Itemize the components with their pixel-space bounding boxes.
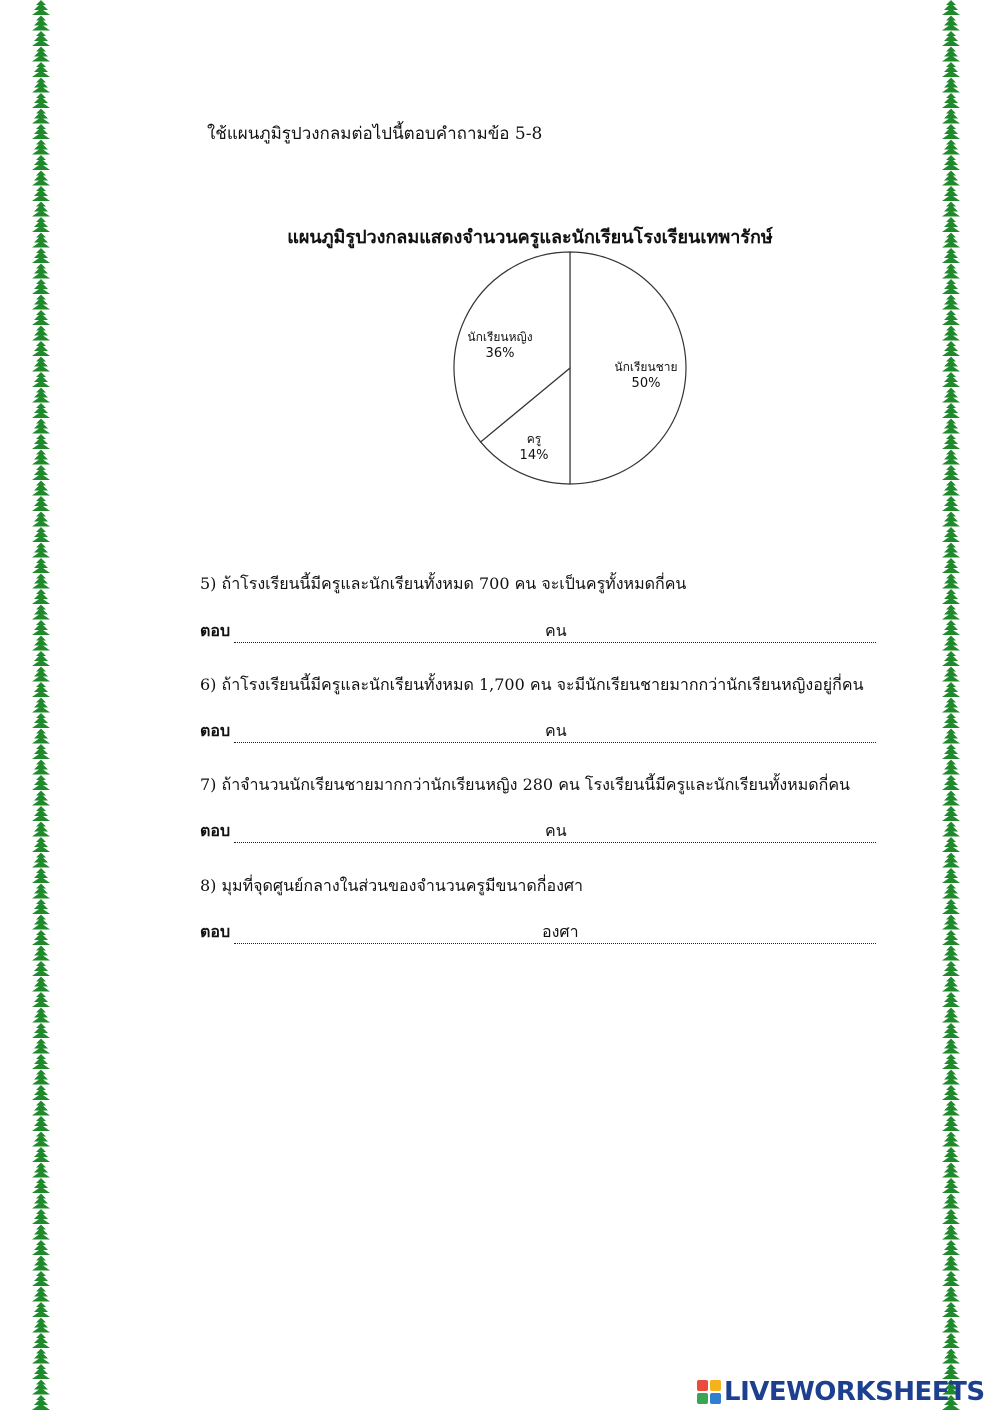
pine-tree-icon <box>32 465 50 480</box>
pine-tree-icon <box>32 1132 50 1147</box>
pine-tree-icon <box>32 589 50 604</box>
pine-tree-icon <box>942 496 960 511</box>
pine-tree-icon <box>942 140 960 155</box>
pine-tree-icon <box>942 651 960 666</box>
pine-tree-icon <box>942 62 960 77</box>
question-6: 6) ถ้าโรงเรียนนี้มีครูและนักเรียนทั้งหมด 1,700 คน จะมีนักเรียนชายมากกว่านักเรียนหญิงอยู่กี่คน <box>200 675 864 694</box>
pine-tree-icon <box>32 1380 50 1395</box>
pine-tree-icon <box>942 1194 960 1209</box>
pine-tree-icon <box>32 450 50 465</box>
pie-slice-value-label: 14% <box>519 448 549 463</box>
pine-tree-icon <box>942 310 960 325</box>
pine-tree-icon <box>32 806 50 821</box>
pine-tree-icon <box>942 341 960 356</box>
question-8: 8) มุมที่จุดศูนย์กลางในส่วนของจำนวนครูมีขนาดกี่องศา <box>200 876 584 895</box>
pine-tree-icon <box>32 946 50 961</box>
pine-tree-icon <box>942 295 960 310</box>
pine-tree-icon <box>942 1008 960 1023</box>
pine-tree-icon <box>32 140 50 155</box>
pine-tree-icon <box>942 1240 960 1255</box>
pine-tree-icon <box>32 558 50 573</box>
answer-input-6[interactable] <box>240 721 534 741</box>
pie-slice-label: ครู <box>526 432 542 446</box>
pine-tree-icon <box>32 992 50 1007</box>
pine-tree-icon <box>32 434 50 449</box>
pine-tree-icon <box>942 217 960 232</box>
pine-tree-icon <box>942 667 960 682</box>
pine-tree-icon <box>942 915 960 930</box>
pine-tree-icon <box>32 310 50 325</box>
pine-tree-icon <box>32 791 50 806</box>
pine-tree-icon <box>32 202 50 217</box>
pine-tree-icon <box>942 1209 960 1224</box>
question-7: 7) ถ้าจำนวนนักเรียนชายมากกว่านักเรียนหญิง 280 คน โรงเรียนนี้มีครูและนักเรียนทั้งหมดกี่คน <box>200 775 850 794</box>
pine-tree-icon <box>942 481 960 496</box>
pine-tree-icon <box>942 574 960 589</box>
pine-tree-icon <box>942 1101 960 1116</box>
answer-row-7 <box>200 822 876 844</box>
pine-tree-icon <box>32 1349 50 1364</box>
pine-tree-icon <box>32 233 50 248</box>
answer-unit: คน <box>545 721 567 740</box>
pine-tree-icon <box>942 605 960 620</box>
pine-tree-icon <box>32 279 50 294</box>
instruction-text: ใช้แผนภูมิรูปวงกลมต่อไปนี้ตอบคำถามข้อ 5-8 <box>207 124 543 144</box>
pine-tree-icon <box>32 1039 50 1054</box>
pine-tree-icon <box>32 171 50 186</box>
pine-tree-icon <box>32 372 50 387</box>
chart-title: แผนภูมิรูปวงกลมแสดงจำนวนครูและนักเรียนโรงเรียนเทพารักษ์ <box>287 227 773 248</box>
pine-tree-icon <box>942 109 960 124</box>
pine-tree-icon <box>942 1085 960 1100</box>
pine-tree-icon <box>942 124 960 139</box>
pine-tree-icon <box>32 16 50 31</box>
pine-tree-icon <box>942 372 960 387</box>
tree-border-left <box>28 0 54 1413</box>
answer-input-8[interactable] <box>240 922 534 942</box>
pine-tree-icon <box>32 31 50 46</box>
pine-tree-icon <box>942 202 960 217</box>
pine-tree-icon <box>32 775 50 790</box>
pine-tree-icon <box>32 1163 50 1178</box>
pie-slice-label: นักเรียนหญิง <box>467 330 533 344</box>
pine-tree-icon <box>32 853 50 868</box>
pine-tree-icon <box>942 1225 960 1240</box>
pine-tree-icon <box>32 1302 50 1317</box>
pine-tree-icon <box>942 729 960 744</box>
pine-tree-icon <box>32 0 50 15</box>
pine-tree-icon <box>942 357 960 372</box>
pine-tree-icon <box>32 1116 50 1131</box>
pine-tree-icon <box>942 930 960 945</box>
answer-row-6 <box>200 722 876 744</box>
answer-input-7[interactable] <box>240 821 534 841</box>
pine-tree-icon <box>32 1085 50 1100</box>
pine-tree-icon <box>32 605 50 620</box>
pine-tree-icon <box>32 1240 50 1255</box>
pine-tree-icon <box>942 868 960 883</box>
pine-tree-icon <box>32 636 50 651</box>
pine-tree-icon <box>942 93 960 108</box>
pine-tree-icon <box>942 512 960 527</box>
pine-tree-icon <box>942 1318 960 1333</box>
answer-label: ตอบ <box>200 721 231 740</box>
pine-tree-icon <box>32 543 50 558</box>
pine-tree-icon <box>942 713 960 728</box>
pine-tree-icon <box>32 1287 50 1302</box>
pine-tree-icon <box>942 636 960 651</box>
pine-tree-icon <box>942 1163 960 1178</box>
pine-tree-icon <box>32 651 50 666</box>
pine-tree-icon <box>32 295 50 310</box>
pine-tree-icon <box>32 248 50 263</box>
pine-tree-icon <box>942 1132 960 1147</box>
pine-tree-icon <box>942 806 960 821</box>
pine-tree-icon <box>32 403 50 418</box>
pine-tree-icon <box>32 1395 50 1410</box>
logo-text: LIVEWORKSHEETS <box>724 1377 985 1407</box>
pine-tree-icon <box>32 729 50 744</box>
pine-tree-icon <box>942 1116 960 1131</box>
pine-tree-icon <box>942 16 960 31</box>
pine-tree-icon <box>32 698 50 713</box>
pine-tree-icon <box>32 682 50 697</box>
pine-tree-icon <box>32 512 50 527</box>
answer-unit: คน <box>545 621 567 640</box>
pine-tree-icon <box>32 1318 50 1333</box>
pine-tree-icon <box>32 93 50 108</box>
answer-label: ตอบ <box>200 922 231 941</box>
pine-tree-icon <box>942 946 960 961</box>
pine-tree-icon <box>32 527 50 542</box>
pine-tree-icon <box>942 760 960 775</box>
pine-tree-icon <box>32 1023 50 1038</box>
pine-tree-icon <box>942 884 960 899</box>
pine-tree-icon <box>32 326 50 341</box>
pine-tree-icon <box>32 744 50 759</box>
pine-tree-icon <box>32 760 50 775</box>
pine-tree-icon <box>942 78 960 93</box>
pine-tree-icon <box>32 713 50 728</box>
logo-mark-icon <box>697 1380 721 1404</box>
pine-tree-icon <box>942 1147 960 1162</box>
answer-unit: คน <box>545 821 567 840</box>
answer-input-5[interactable] <box>240 621 534 641</box>
pine-tree-icon <box>942 47 960 62</box>
pine-tree-icon <box>32 667 50 682</box>
pine-tree-icon <box>32 1364 50 1379</box>
pine-tree-icon <box>32 961 50 976</box>
pine-tree-icon <box>942 698 960 713</box>
pine-tree-icon <box>942 264 960 279</box>
pine-tree-icon <box>32 341 50 356</box>
pine-tree-icon <box>32 357 50 372</box>
pine-tree-icon <box>942 419 960 434</box>
pine-tree-icon <box>32 481 50 496</box>
pine-tree-icon <box>32 1101 50 1116</box>
pine-tree-icon <box>942 1256 960 1271</box>
pine-tree-icon <box>942 977 960 992</box>
pine-tree-icon <box>942 233 960 248</box>
pine-tree-icon <box>942 1039 960 1054</box>
pine-tree-icon <box>942 543 960 558</box>
pie-slice-label: นักเรียนชาย <box>614 360 678 374</box>
pine-tree-icon <box>942 899 960 914</box>
pine-tree-icon <box>942 1271 960 1286</box>
answer-row-5 <box>200 622 876 644</box>
pine-tree-icon <box>32 899 50 914</box>
pine-tree-icon <box>942 171 960 186</box>
pine-tree-icon <box>942 992 960 1007</box>
pine-tree-icon <box>32 155 50 170</box>
pine-tree-icon <box>32 1209 50 1224</box>
pine-tree-icon <box>32 1271 50 1286</box>
pine-tree-icon <box>942 326 960 341</box>
pine-tree-icon <box>942 1333 960 1348</box>
pine-tree-icon <box>942 682 960 697</box>
pine-tree-icon <box>942 961 960 976</box>
pine-tree-icon <box>942 1302 960 1317</box>
question-5: 5) ถ้าโรงเรียนนี้มีครูและนักเรียนทั้งหมด 700 คน จะเป็นครูทั้งหมดกี่คน <box>200 574 687 593</box>
pine-tree-icon <box>32 868 50 883</box>
pine-tree-icon <box>942 822 960 837</box>
answer-row-8 <box>200 923 876 945</box>
pine-tree-icon <box>942 403 960 418</box>
pine-tree-icon <box>32 419 50 434</box>
pine-tree-icon <box>32 496 50 511</box>
answer-label: ตอบ <box>200 621 231 640</box>
pine-tree-icon <box>32 62 50 77</box>
pine-tree-icon <box>942 791 960 806</box>
pine-tree-icon <box>942 0 960 15</box>
logo-square <box>697 1380 708 1391</box>
pine-tree-icon <box>32 822 50 837</box>
pine-tree-icon <box>32 1256 50 1271</box>
pine-tree-icon <box>942 1070 960 1085</box>
pine-tree-icon <box>32 884 50 899</box>
pine-tree-icon <box>942 1054 960 1069</box>
pine-tree-icon <box>942 1287 960 1302</box>
pine-tree-icon <box>32 1178 50 1193</box>
pine-tree-icon <box>942 837 960 852</box>
pine-tree-icon <box>32 837 50 852</box>
pie-chart <box>440 250 700 500</box>
pine-tree-icon <box>942 589 960 604</box>
pine-tree-icon <box>942 388 960 403</box>
logo-square <box>710 1380 721 1391</box>
pine-tree-icon <box>32 915 50 930</box>
pine-tree-icon <box>942 279 960 294</box>
pine-tree-icon <box>32 1194 50 1209</box>
pine-tree-icon <box>32 1225 50 1240</box>
pine-tree-icon <box>32 1008 50 1023</box>
pine-tree-icon <box>942 853 960 868</box>
pine-tree-icon <box>32 109 50 124</box>
pine-tree-icon <box>942 527 960 542</box>
pine-tree-icon <box>32 264 50 279</box>
pie-chart-svg <box>440 250 700 500</box>
pine-tree-icon <box>32 388 50 403</box>
pine-tree-icon <box>942 248 960 263</box>
pine-tree-icon <box>942 744 960 759</box>
pine-tree-icon <box>32 1070 50 1085</box>
pine-tree-icon <box>32 1147 50 1162</box>
liveworksheets-logo <box>697 1377 985 1407</box>
pine-tree-icon <box>942 558 960 573</box>
pine-tree-icon <box>942 434 960 449</box>
pine-tree-icon <box>32 1333 50 1348</box>
pine-tree-icon <box>942 465 960 480</box>
pine-tree-icon <box>942 1178 960 1193</box>
pine-tree-icon <box>942 620 960 635</box>
pine-tree-icon <box>32 977 50 992</box>
pine-tree-icon <box>942 1349 960 1364</box>
logo-square <box>697 1393 708 1404</box>
pine-tree-icon <box>32 78 50 93</box>
pine-tree-icon <box>32 124 50 139</box>
logo-square <box>710 1393 721 1404</box>
pie-slice-value-label: 36% <box>485 346 515 361</box>
pine-tree-icon <box>32 217 50 232</box>
pine-tree-icon <box>32 186 50 201</box>
pine-tree-icon <box>942 155 960 170</box>
pie-slice-value-label: 50% <box>631 376 661 391</box>
pine-tree-icon <box>32 574 50 589</box>
pine-tree-icon <box>32 47 50 62</box>
pine-tree-icon <box>942 775 960 790</box>
pine-tree-icon <box>32 930 50 945</box>
tree-border-right <box>938 0 964 1413</box>
pine-tree-icon <box>942 450 960 465</box>
pine-tree-icon <box>942 186 960 201</box>
answer-label: ตอบ <box>200 821 231 840</box>
pine-tree-icon <box>942 1023 960 1038</box>
pine-tree-icon <box>32 620 50 635</box>
pine-tree-icon <box>32 1054 50 1069</box>
answer-unit: องศา <box>542 922 579 941</box>
pine-tree-icon <box>942 31 960 46</box>
